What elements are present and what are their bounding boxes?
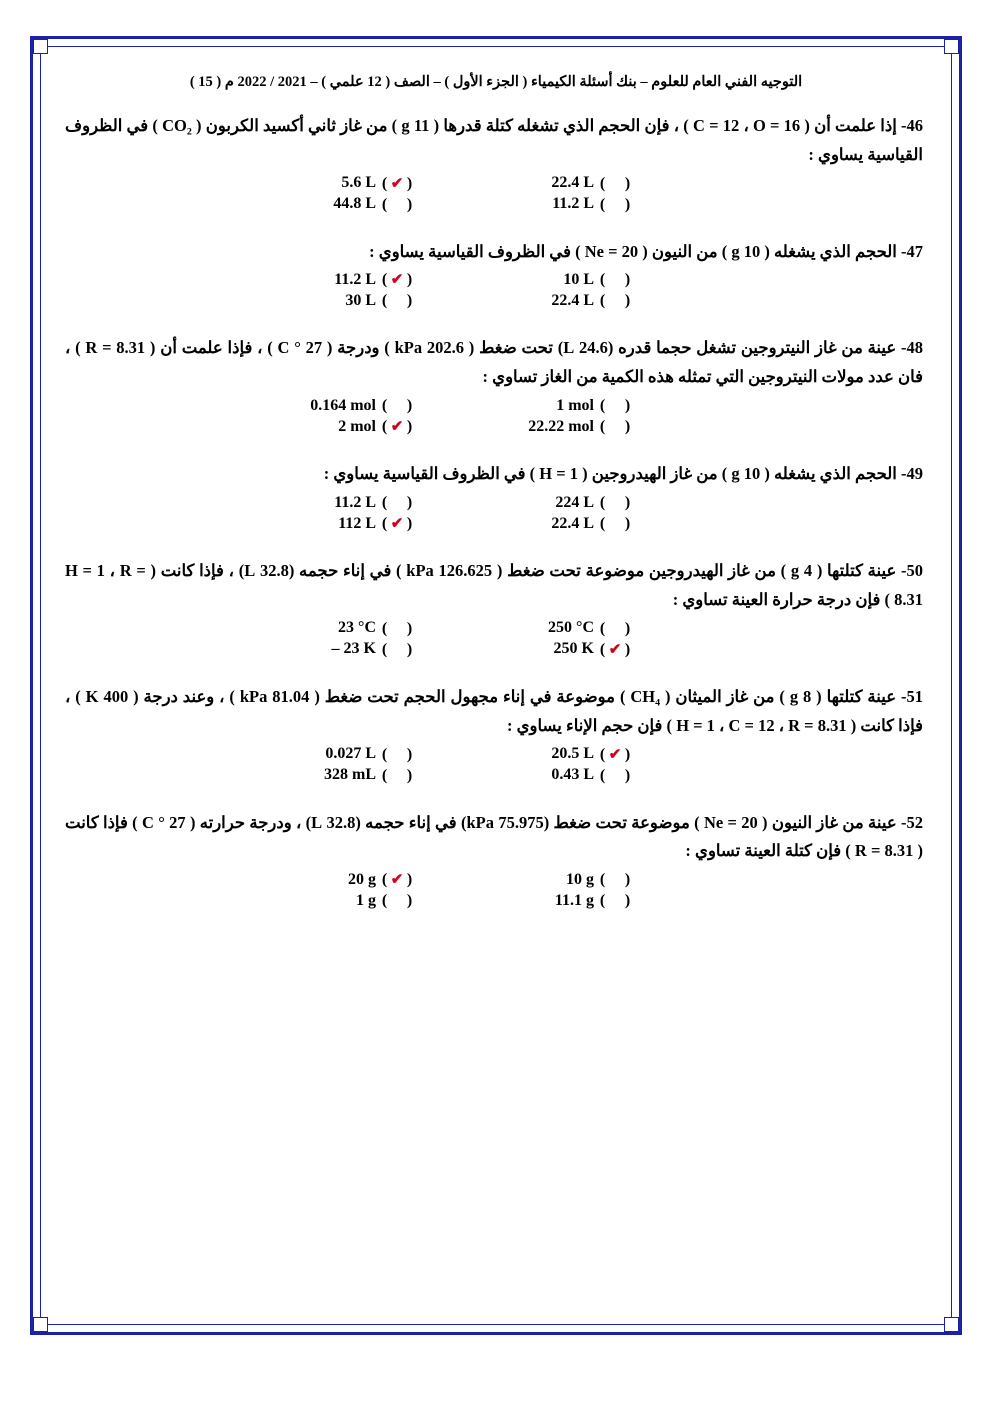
spacer — [55, 312, 937, 328]
check-mark-icon — [607, 195, 623, 214]
questions-list — [55, 112, 937, 929]
answer-option-label: 11.2 L — [334, 493, 376, 511]
answer-option-label: 22.4 L — [551, 514, 594, 532]
paren-left: ( — [599, 271, 606, 289]
answer-option-label: 22.4 L — [551, 174, 594, 191]
answer-option-checkbox[interactable] — [376, 745, 418, 764]
options-row — [55, 745, 937, 764]
paren-right: ) — [624, 640, 631, 658]
check-mark-icon: ✔ — [390, 419, 404, 436]
answer-option-label: 112 L — [338, 514, 376, 532]
answer-option[interactable] — [496, 891, 714, 910]
answer-option-label: 44.8 L — [333, 195, 376, 212]
answer-option[interactable] — [278, 174, 496, 193]
answer-option-checkbox[interactable] — [594, 514, 636, 533]
paren-left: ( — [599, 174, 606, 192]
paren-left: ( — [381, 174, 388, 192]
answer-option[interactable] — [278, 417, 496, 436]
paren-left: ( — [599, 745, 606, 763]
options-row — [55, 766, 937, 785]
spacer — [55, 535, 937, 551]
answer-option-checkbox[interactable] — [376, 291, 418, 310]
answer-option-label: 11.2 L — [552, 195, 594, 212]
paren-right: ) — [406, 174, 413, 192]
check-mark-icon: ✔ — [390, 175, 404, 192]
answer-option[interactable] — [496, 619, 714, 638]
answer-option[interactable] — [496, 195, 714, 214]
options-group — [55, 619, 937, 659]
question-block — [55, 238, 937, 329]
paren-left: ( — [381, 892, 388, 910]
answer-option-checkbox[interactable] — [376, 417, 418, 436]
options-row — [55, 270, 937, 289]
paren-left: ( — [599, 494, 606, 511]
check-mark-icon — [607, 891, 623, 910]
paren-left: ( — [381, 397, 388, 415]
paren-right: ) — [624, 494, 631, 511]
paren-left: ( — [599, 397, 606, 415]
answer-option-checkbox[interactable] — [376, 766, 418, 785]
question-block — [55, 683, 937, 803]
spacer — [55, 912, 937, 928]
check-mark-icon — [389, 291, 405, 310]
answer-option-label: 20.5 L — [551, 745, 594, 762]
answer-option[interactable] — [278, 195, 496, 214]
corner-ornament-bottom-right — [944, 1317, 959, 1332]
question-text: 49- الحجم الذي يشغله ( 10 g ) من غاز الهيدروجين ( H = 1 ) في الظروف القياسية يساوي : — [323, 464, 923, 484]
answer-option-checkbox[interactable] — [376, 891, 418, 910]
check-mark-icon — [607, 766, 623, 785]
paren-right: ) — [406, 195, 413, 213]
options-row — [55, 514, 937, 533]
paren-right: ) — [624, 418, 631, 436]
answer-option[interactable] — [496, 640, 714, 659]
paren-left: ( — [599, 195, 606, 213]
question-block — [55, 112, 937, 232]
answer-option[interactable] — [278, 291, 496, 310]
question-text: 51- عينة كتلتها ( 8 g ) من غاز الميثان ( CH₄ ) موضوعة في إناء مجهول الحجم تحت ضغط ( 81.04 kPa ) ، وعند درجة ( 400 K ) ، فإذا كانت ( H = 1 ، C = 12 ، R = 8.31 ) فإن حجم الإناء يساوي : — [65, 686, 923, 735]
check-mark-icon — [607, 619, 623, 638]
answer-option-checkbox[interactable] — [376, 514, 418, 533]
paren-left: ( — [381, 766, 388, 784]
paren-right: ) — [624, 397, 631, 415]
check-mark-icon — [607, 493, 623, 512]
answer-option-checkbox[interactable] — [376, 270, 418, 289]
answer-option-label: 0.43 L — [551, 766, 594, 783]
answer-option-checkbox[interactable] — [376, 619, 418, 638]
paren-left: ( — [381, 515, 388, 532]
answer-option-checkbox[interactable] — [376, 870, 418, 889]
check-mark-icon — [607, 870, 623, 889]
options-group — [55, 174, 937, 214]
answer-option-checkbox[interactable] — [376, 493, 418, 512]
paren-right: ) — [624, 271, 631, 289]
answer-option[interactable] — [496, 745, 714, 764]
answer-option-label: 11.2 L — [334, 270, 376, 288]
answer-option[interactable] — [278, 870, 496, 889]
answer-option-label: 0.027 L — [325, 745, 376, 762]
check-mark-icon — [607, 396, 623, 415]
options-group — [55, 745, 937, 785]
answer-option-checkbox[interactable] — [376, 640, 418, 659]
answer-option[interactable] — [496, 291, 714, 310]
answer-option-label: 11.1 g — [554, 891, 594, 909]
paren-right: ) — [406, 766, 413, 784]
paren-left: ( — [381, 292, 388, 310]
paren-left: ( — [381, 640, 388, 658]
answer-option[interactable] — [278, 270, 496, 289]
answer-option-label: 2 mol — [338, 417, 376, 435]
check-mark-icon — [389, 766, 405, 785]
answer-option[interactable] — [278, 514, 496, 533]
answer-option-label: 224 L — [555, 493, 594, 511]
answer-option-checkbox[interactable] — [594, 870, 636, 889]
question-text: 47- الحجم الذي يشغله ( 10 g ) من النيون ( Ne = 20 ) في الظروف القياسية يساوي : — [369, 241, 923, 261]
paren-left: ( — [381, 195, 388, 213]
options-row — [55, 640, 937, 659]
check-mark-icon: ✔ — [608, 746, 622, 763]
answer-option-checkbox[interactable] — [594, 745, 636, 764]
answer-option-label: 250 K — [553, 640, 594, 658]
question-block — [55, 809, 937, 929]
question-text: 48- عينة من غاز النيتروجين تشغل حجما قدره (24.6 L) تحت ضغط ( 202.6 kPa ) ودرجة ( 27 ° C ) ، فإذا علمت أن ( R = 8.31 ) ، فان عدد مولات النيتروجين التي تمثله هذه الكمية من الغاز تساوي : — [65, 338, 924, 387]
options-row — [55, 195, 937, 214]
question-block — [55, 557, 937, 677]
question-text: 46- إذا علمت أن ( C = 12 ، O = 16 ) ، فإن الحجم الذي تشغله كتلة قدرها ( 11 g ) من غاز ثاني أكسيد الكربون ( CO₂ ) في الظروف القياسية يساوي : — [65, 115, 923, 164]
answer-option[interactable] — [496, 270, 714, 289]
options-group — [55, 493, 937, 533]
answer-option-checkbox[interactable] — [376, 396, 418, 415]
paren-right: ) — [624, 871, 631, 889]
check-mark-icon — [607, 417, 623, 436]
check-mark-icon — [389, 640, 405, 659]
paren-right: ) — [406, 871, 413, 889]
paren-right: ) — [406, 640, 413, 658]
paren-left: ( — [599, 640, 606, 658]
answer-option-label: 5.6 L — [341, 174, 376, 191]
paren-left: ( — [381, 745, 388, 763]
paren-right: ) — [624, 515, 631, 532]
answer-option-checkbox[interactable] — [594, 766, 636, 785]
answer-option-label: 22.22 mol — [528, 417, 594, 435]
spacer — [55, 216, 937, 232]
paren-left: ( — [381, 418, 388, 436]
options-row — [55, 619, 937, 638]
paren-left: ( — [599, 871, 606, 889]
spacer — [55, 661, 937, 677]
paren-left: ( — [599, 892, 606, 910]
paren-left: ( — [599, 418, 606, 436]
check-mark-icon — [389, 195, 405, 214]
answer-option-label: – 23 K — [331, 640, 376, 658]
paren-right: ) — [406, 292, 413, 310]
paren-right: ) — [406, 892, 413, 910]
answer-option[interactable] — [496, 174, 714, 193]
check-mark-icon — [607, 514, 623, 533]
paren-left: ( — [599, 619, 606, 637]
answer-option-checkbox[interactable] — [594, 291, 636, 310]
paren-left: ( — [381, 871, 388, 889]
question-block — [55, 460, 937, 551]
paren-left: ( — [381, 619, 388, 637]
paren-right: ) — [406, 271, 413, 289]
paren-right: ) — [406, 418, 413, 436]
question-text: 50- عينة كتلتها ( 4 g ) من غاز الهيدروجين موضوعة تحت ضغط ( 126.625 kPa ) في إناء حجمه (32.8 L) ، فإذا كانت ( H = 1 ، R = 8.31 ) فإن درجة حرارة العينة تساوي : — [65, 561, 924, 609]
paren-left: ( — [599, 515, 606, 532]
paren-right: ) — [624, 195, 631, 213]
paren-right: ) — [624, 619, 631, 637]
paren-left: ( — [381, 494, 388, 511]
check-mark-icon — [389, 891, 405, 910]
answer-option[interactable] — [496, 396, 714, 415]
check-mark-icon: ✔ — [390, 872, 404, 889]
options-row — [55, 417, 937, 436]
answer-option-checkbox[interactable] — [594, 640, 636, 659]
answer-option[interactable] — [278, 745, 496, 764]
answer-option-checkbox[interactable] — [594, 195, 636, 214]
corner-ornament-bottom-left — [33, 1317, 48, 1332]
answer-option[interactable] — [496, 493, 714, 512]
check-mark-icon — [389, 619, 405, 638]
answer-option-checkbox[interactable] — [594, 270, 636, 289]
answer-option[interactable] — [278, 619, 496, 638]
corner-ornament-top-left — [33, 39, 48, 54]
options-group — [55, 870, 937, 910]
answer-option-checkbox[interactable] — [594, 619, 636, 638]
spacer — [55, 438, 937, 454]
answer-option[interactable] — [496, 514, 714, 533]
check-mark-icon — [389, 745, 405, 764]
paren-right: ) — [624, 292, 631, 310]
answer-option[interactable] — [278, 493, 496, 512]
corner-ornament-top-right — [944, 39, 959, 54]
options-row — [55, 493, 937, 512]
options-row — [55, 870, 937, 889]
answer-option-label: 328 mL — [324, 766, 376, 783]
question-text: 52- عينة من غاز النيون ( Ne = 20 ) موضوعة تحت ضغط (75.975 kPa) في إناء حجمه (32.8 L) ، ودرجة حرارته ( 27 ° C ) فإذا كانت ( R = 8.31 ) فإن كتلة العينة تساوي : — [65, 812, 924, 861]
options-row — [55, 291, 937, 310]
paren-right: ) — [624, 174, 631, 192]
spacer — [55, 787, 937, 803]
check-mark-icon: ✔ — [390, 272, 404, 289]
answer-option[interactable] — [278, 640, 496, 659]
paren-right: ) — [406, 745, 413, 763]
document-content — [55, 62, 937, 1313]
document-header: التوجيه الفني العام للعلوم – بنك أسئلة الكيمياء ( الجزء الأول ) – الصف ( 12 علمي ) – 2021 / 2022 م ( 15 ) — [189, 74, 803, 90]
answer-option-label: 22.4 L — [551, 291, 594, 309]
paren-right: ) — [406, 619, 413, 637]
answer-option-checkbox[interactable] — [594, 417, 636, 436]
answer-option-label: 0.164 mol — [310, 396, 376, 414]
paren-right: ) — [624, 766, 631, 784]
answer-option-label: 250 °C — [548, 619, 594, 637]
check-mark-icon — [389, 493, 405, 512]
paren-right: ) — [624, 745, 631, 763]
check-mark-icon — [389, 396, 405, 415]
paren-right: ) — [406, 515, 413, 532]
check-mark-icon — [607, 270, 623, 289]
answer-option[interactable] — [496, 417, 714, 436]
answer-option-checkbox[interactable] — [376, 195, 418, 214]
answer-option-checkbox[interactable] — [594, 396, 636, 415]
check-mark-icon: ✔ — [390, 516, 404, 532]
paren-left: ( — [599, 292, 606, 310]
options-group — [55, 270, 937, 310]
answer-option-label: 1 g — [356, 891, 376, 909]
answer-option[interactable] — [496, 766, 714, 785]
answer-option-label: 30 L — [345, 291, 376, 309]
answer-option[interactable] — [278, 396, 496, 415]
answer-option-label: 20 g — [348, 870, 376, 888]
check-mark-icon — [607, 291, 623, 310]
answer-option-checkbox[interactable] — [376, 174, 418, 193]
answer-option-label: 1 mol — [556, 396, 594, 414]
answer-option-label: 10 L — [563, 270, 594, 288]
answer-option[interactable] — [496, 870, 714, 889]
answer-option-checkbox[interactable] — [594, 174, 636, 193]
answer-option-label: 10 g — [566, 870, 594, 888]
answer-option[interactable] — [278, 891, 496, 910]
paren-right: ) — [624, 892, 631, 910]
paren-right: ) — [406, 494, 413, 511]
options-row — [55, 396, 937, 415]
paren-left: ( — [599, 766, 606, 784]
answer-option[interactable] — [278, 766, 496, 785]
options-group — [55, 396, 937, 436]
check-mark-icon: ✔ — [608, 641, 622, 658]
question-block — [55, 334, 937, 454]
answer-option-checkbox[interactable] — [594, 493, 636, 512]
paren-left: ( — [381, 271, 388, 289]
paren-right: ) — [406, 397, 413, 415]
answer-option-label: 23 °C — [338, 619, 376, 637]
check-mark-icon — [607, 174, 623, 193]
options-row — [55, 174, 937, 193]
answer-option-checkbox[interactable] — [594, 891, 636, 910]
options-row — [55, 891, 937, 910]
